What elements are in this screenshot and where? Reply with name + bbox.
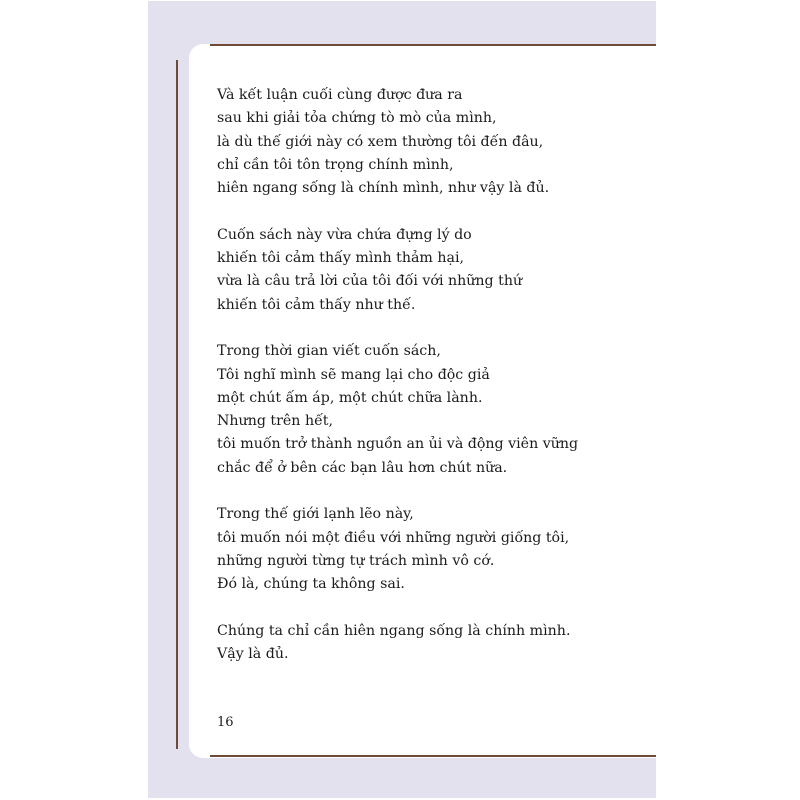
text-line: vừa là câu trả lời của tôi đối với những thứ — [217, 273, 523, 290]
stanza — [217, 340, 647, 480]
text-line: Vậy là đủ. — [217, 646, 289, 663]
text-line: khiến tôi cảm thấy như thế. — [217, 296, 416, 313]
text-line: một chút ấm áp, một chút chữa lành. — [217, 389, 483, 406]
text-line: những người từng tự trách mình vô cớ. — [217, 552, 495, 569]
text-line: Đó là, chúng ta không sai. — [217, 576, 405, 593]
text-line: sau khi giải tỏa chứng tò mò của mình, — [217, 110, 497, 127]
text-line: Chúng ta chỉ cần hiên ngang sống là chính mình. — [217, 622, 571, 639]
text-line: Trong thế giới lạnh lẽo này, — [217, 506, 414, 523]
text-line: Và kết luận cuối cùng được đưa ra — [217, 87, 463, 103]
stanza — [217, 503, 647, 596]
page-number: 16 — [217, 715, 234, 730]
text-line: tôi muốn nói một điều với những người giống tôi, — [217, 529, 570, 546]
top-rule — [210, 44, 656, 46]
text-line: Cuốn sách này vừa chứa đựng lý do — [217, 226, 472, 243]
text-line: chắc để ở bên các bạn lâu hơn chút nữa. — [217, 459, 508, 476]
text-line: khiến tôi cảm thấy mình thảm hại, — [217, 250, 465, 267]
text-line: hiên ngang sống là chính mình, như vậy là đủ. — [217, 180, 550, 197]
left-rule — [176, 60, 178, 749]
stanza — [217, 620, 647, 667]
stanza — [217, 224, 647, 317]
stanza — [217, 84, 647, 200]
text-line: là dù thế giới này có xem thường tôi đến đâu, — [217, 133, 544, 150]
text-line: tôi muốn trở thành nguồn an ủi và động viên vững — [217, 436, 579, 453]
text-line: Tôi nghĩ mình sẽ mang lại cho độc giả — [217, 366, 490, 383]
text-line: chỉ cần tôi tôn trọng chính mình, — [217, 156, 454, 173]
text-line: Trong thời gian viết cuốn sách, — [217, 343, 441, 360]
bottom-rule — [210, 755, 656, 757]
body-text — [217, 84, 647, 690]
text-line: Nhưng trên hết, — [217, 413, 334, 430]
